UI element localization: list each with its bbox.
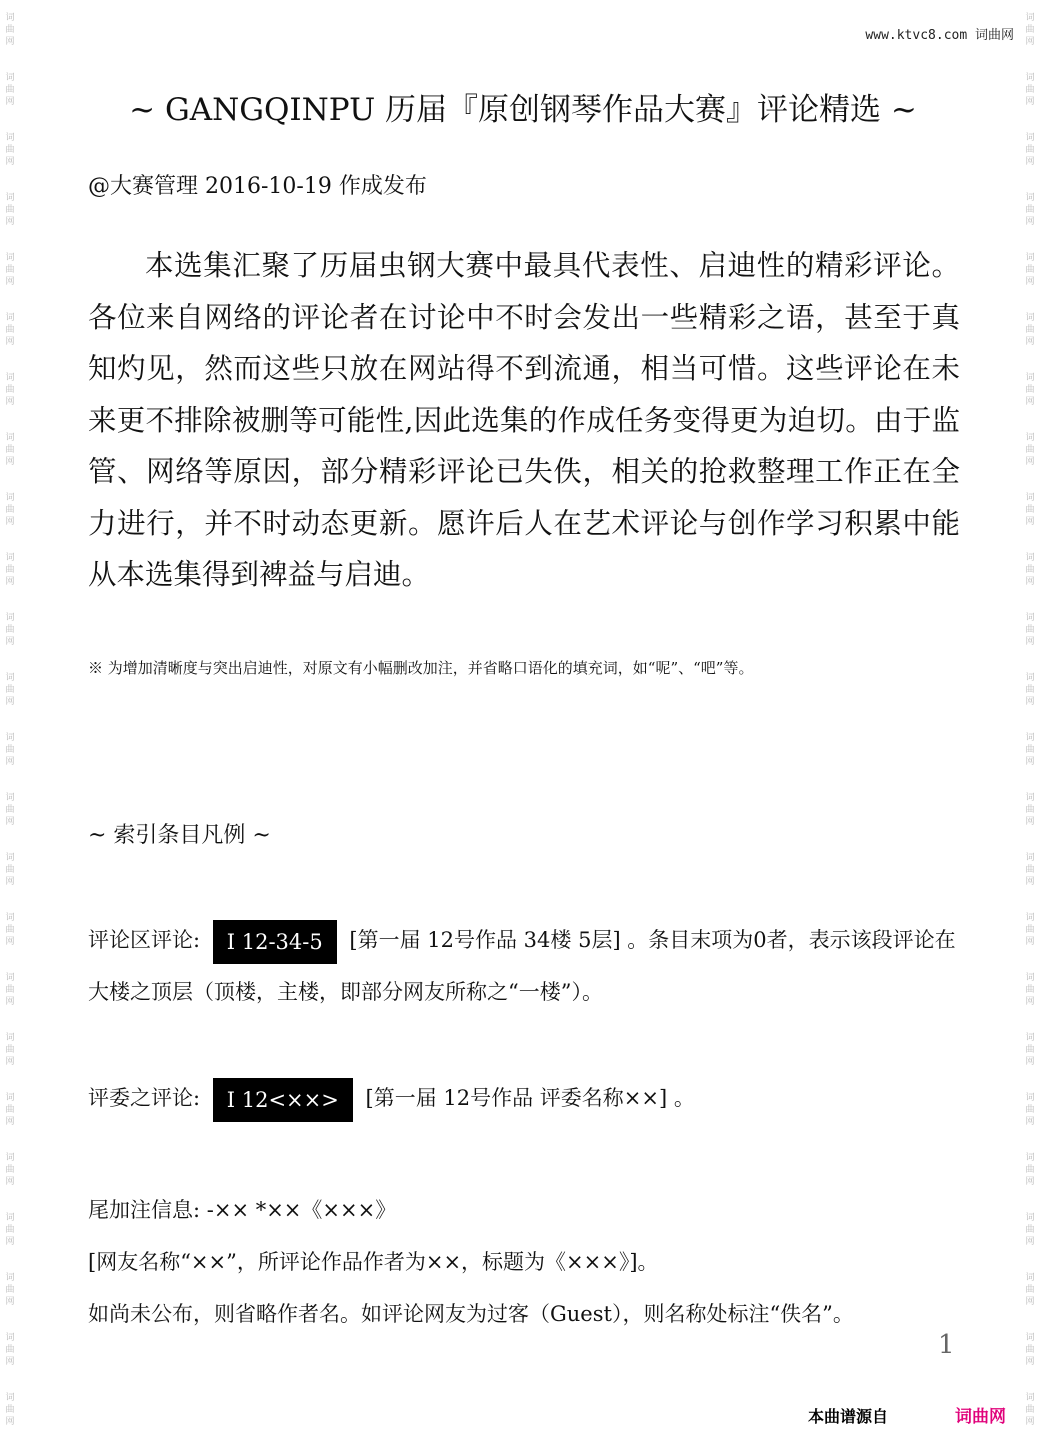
watermark-mark <box>1025 1200 1034 1260</box>
watermark-char: 曲 <box>1025 1345 1035 1355</box>
watermark-char: 网 <box>5 97 15 107</box>
example-description: [第一届 12号作品 34楼 5层] 。条目末项为0者，表示该段评论在大楼之顶层（顶楼，主楼，即部分网友所称之“一楼”）。 <box>88 928 956 1004</box>
watermark-char: 词 <box>5 433 15 443</box>
watermark-char: 网 <box>5 517 15 527</box>
watermark-mark <box>1025 60 1034 120</box>
watermark-mark <box>5 840 14 900</box>
watermark-mark <box>1025 480 1034 540</box>
watermark-char: 词 <box>1025 793 1035 803</box>
watermark-char: 词 <box>1025 613 1035 623</box>
page-number: 1 <box>938 1330 955 1360</box>
watermark-char: 曲 <box>5 745 15 755</box>
watermark-char: 词 <box>5 253 15 263</box>
watermark-char: 网 <box>5 997 15 1007</box>
watermark-char: 词 <box>1025 553 1035 563</box>
tail-info-format: 尾加注信息: -×× *××《×××》 <box>88 1198 397 1222</box>
watermark-char: 网 <box>1025 997 1035 1007</box>
watermark-char: 网 <box>1025 1357 1035 1367</box>
watermark-char: 词 <box>5 793 15 803</box>
watermark-char: 曲 <box>5 625 15 635</box>
watermark-mark <box>1025 780 1034 840</box>
watermark-mark <box>1025 960 1034 1020</box>
watermark-char: 网 <box>1025 757 1035 767</box>
watermark-mark <box>1025 540 1034 600</box>
watermark-column-right <box>1022 0 1038 1453</box>
watermark-mark <box>5 1320 14 1380</box>
watermark-mark <box>1025 900 1034 960</box>
watermark-mark <box>5 1080 14 1140</box>
watermark-mark <box>5 720 14 780</box>
watermark-char: 曲 <box>5 1225 15 1235</box>
watermark-char: 词 <box>5 673 15 683</box>
watermark-char: 网 <box>5 337 15 347</box>
watermark-char: 词 <box>5 1273 15 1283</box>
watermark-char: 曲 <box>1025 865 1035 875</box>
watermark-char: 网 <box>1025 1237 1035 1247</box>
watermark-char: 曲 <box>5 865 15 875</box>
watermark-char: 曲 <box>5 265 15 275</box>
watermark-mark <box>1025 120 1034 180</box>
watermark-char: 词 <box>1025 1093 1035 1103</box>
watermark-char: 网 <box>5 37 15 47</box>
watermark-char: 网 <box>5 1237 15 1247</box>
watermark-char: 曲 <box>1025 685 1035 695</box>
watermark-mark <box>1025 240 1034 300</box>
watermark-char: 曲 <box>1025 565 1035 575</box>
watermark-char: 网 <box>5 877 15 887</box>
watermark-mark <box>1025 0 1034 60</box>
watermark-char: 词 <box>5 1153 15 1163</box>
watermark-char: 词 <box>5 973 15 983</box>
watermark-mark <box>5 1140 14 1200</box>
watermark-char: 词 <box>1025 1273 1035 1283</box>
watermark-char: 网 <box>5 397 15 407</box>
watermark-char: 曲 <box>5 1285 15 1295</box>
watermark-mark <box>5 1200 14 1260</box>
watermark-char: 曲 <box>5 685 15 695</box>
watermark-char: 词 <box>1025 433 1035 443</box>
watermark-char: 网 <box>5 1177 15 1187</box>
watermark-char: 曲 <box>5 1165 15 1175</box>
watermark-mark <box>1025 1320 1034 1380</box>
watermark-mark <box>1025 840 1034 900</box>
watermark-char: 网 <box>5 1417 15 1427</box>
watermark-char: 网 <box>5 1297 15 1307</box>
editorial-note: ※ 为增加清晰度与突出启迪性，对原文有小幅删改加注，并省略口语化的填充词，如“呢”、“吧”等。 <box>88 659 754 677</box>
watermark-mark <box>5 240 14 300</box>
watermark-char: 网 <box>1025 1117 1035 1127</box>
watermark-char: 词 <box>1025 193 1035 203</box>
watermark-mark <box>5 660 14 720</box>
watermark-char: 网 <box>1025 817 1035 827</box>
watermark-char: 词 <box>1025 733 1035 743</box>
example-index-tag: Ⅰ 12-34-5 <box>213 920 337 964</box>
watermark-char: 曲 <box>1025 1165 1035 1175</box>
watermark-char: 网 <box>1025 1177 1035 1187</box>
watermark-char: 网 <box>1025 697 1035 707</box>
watermark-char: 曲 <box>1025 1405 1035 1415</box>
watermark-char: 曲 <box>5 145 15 155</box>
watermark-char: 词 <box>5 1333 15 1343</box>
watermark-char: 词 <box>5 733 15 743</box>
example-index-tag: Ⅰ 12<××> <box>213 1078 353 1122</box>
watermark-char: 曲 <box>1025 505 1035 515</box>
watermark-char: 网 <box>1025 37 1035 47</box>
example-label: 评委之评论: <box>88 1086 201 1110</box>
watermark-char: 曲 <box>1025 745 1035 755</box>
watermark-mark <box>5 420 14 480</box>
watermark-char: 曲 <box>1025 85 1035 95</box>
watermark-mark <box>5 780 14 840</box>
watermark-char: 曲 <box>1025 385 1035 395</box>
watermark-char: 词 <box>1025 1153 1035 1163</box>
watermark-char: 曲 <box>1025 925 1035 935</box>
watermark-char: 曲 <box>5 805 15 815</box>
watermark-mark <box>5 600 14 660</box>
example-label: 评论区评论: <box>88 928 201 952</box>
watermark-mark <box>5 480 14 540</box>
watermark-char: 词 <box>5 1393 15 1403</box>
watermark-char: 曲 <box>1025 205 1035 215</box>
watermark-char: 曲 <box>5 325 15 335</box>
watermark-char: 网 <box>1025 577 1035 587</box>
watermark-char: 曲 <box>1025 1105 1035 1115</box>
watermark-char: 词 <box>1025 853 1035 863</box>
watermark-char: 曲 <box>1025 1285 1035 1295</box>
footer-source-label: 本曲谱源自 <box>808 1407 889 1426</box>
watermark-char: 曲 <box>5 445 15 455</box>
watermark-char: 词 <box>5 1213 15 1223</box>
watermark-char: 词 <box>1025 1213 1035 1223</box>
watermark-mark <box>5 0 14 60</box>
tail-info-note: 如尚未公布，则省略作者名。如评论网友为过客（Guest），则名称处标注“佚名”。 <box>88 1302 854 1326</box>
tail-info-explanation: [网友名称“××”，所评论作品作者为××，标题为《×××》]。 <box>88 1250 659 1274</box>
watermark-char: 曲 <box>5 565 15 575</box>
watermark-char: 网 <box>1025 637 1035 647</box>
watermark-char: 网 <box>1025 877 1035 887</box>
watermark-mark <box>5 120 14 180</box>
watermark-char: 曲 <box>5 925 15 935</box>
watermark-char: 词 <box>5 133 15 143</box>
watermark-char: 网 <box>5 217 15 227</box>
watermark-mark <box>1025 300 1034 360</box>
watermark-char: 网 <box>5 817 15 827</box>
watermark-char: 网 <box>1025 1297 1035 1307</box>
watermark-char: 曲 <box>5 985 15 995</box>
watermark-char: 曲 <box>5 205 15 215</box>
watermark-char: 词 <box>5 313 15 323</box>
watermark-char: 词 <box>1025 73 1035 83</box>
watermark-char: 词 <box>1025 313 1035 323</box>
watermark-char: 网 <box>1025 1417 1035 1427</box>
watermark-char: 曲 <box>5 85 15 95</box>
watermark-mark <box>1025 600 1034 660</box>
watermark-mark <box>1025 720 1034 780</box>
footer-brand-logo: 词曲网 <box>955 1407 1006 1427</box>
watermark-char: 词 <box>1025 973 1035 983</box>
watermark-char: 网 <box>5 157 15 167</box>
watermark-mark <box>1025 360 1034 420</box>
watermark-char: 网 <box>1025 517 1035 527</box>
watermark-mark <box>5 60 14 120</box>
watermark-char: 曲 <box>5 1405 15 1415</box>
intro-paragraph: 本选集汇聚了历届虫钢大赛中最具代表性、启迪性的精彩评论。各位来自网络的评论者在讨论中不时会发出一些精彩之语，甚至于真知灼见，然而这些只放在网站得不到流通，相当可惜。这些评论在未来更不排除被删等可能性,因此选集的作成任务变得更为迫切。由于监管、网络等原因，部分精彩评论已失佚，相关的抢救整理工作正在全力进行，并不时动态更新。愿许后人在艺术评论与创作学习积累中能从本选集得到裨益与启迪。 <box>88 249 960 591</box>
watermark-char: 词 <box>5 553 15 563</box>
watermark-char: 网 <box>5 1357 15 1367</box>
watermark-mark <box>5 960 14 1020</box>
watermark-mark <box>5 1380 14 1440</box>
watermark-char: 网 <box>5 277 15 287</box>
watermark-char: 词 <box>1025 913 1035 923</box>
watermark-char: 词 <box>1025 373 1035 383</box>
watermark-char: 曲 <box>1025 625 1035 635</box>
watermark-char: 词 <box>5 493 15 503</box>
watermark-char: 曲 <box>1025 145 1035 155</box>
watermark-char: 词 <box>1025 13 1035 23</box>
watermark-mark <box>5 360 14 420</box>
watermark-mark <box>1025 1020 1034 1080</box>
watermark-char: 词 <box>1025 1333 1035 1343</box>
site-tag: www.ktvc8.com 词曲网 <box>865 28 1014 43</box>
section-heading: ~ 索引条目凡例 ~ <box>88 823 271 848</box>
watermark-char: 曲 <box>1025 1225 1035 1235</box>
watermark-mark <box>1025 1260 1034 1320</box>
watermark-char: 网 <box>5 577 15 587</box>
watermark-char: 曲 <box>5 1345 15 1355</box>
watermark-mark <box>1025 420 1034 480</box>
watermark-char: 词 <box>5 193 15 203</box>
watermark-mark <box>5 180 14 240</box>
watermark-char: 网 <box>5 637 15 647</box>
watermark-mark <box>1025 1080 1034 1140</box>
watermark-char: 曲 <box>5 25 15 35</box>
watermark-mark <box>1025 180 1034 240</box>
example-description: [第一届 12号作品 评委名称××] 。 <box>365 1086 695 1110</box>
watermark-char: 词 <box>5 13 15 23</box>
watermark-char: 曲 <box>1025 805 1035 815</box>
watermark-char: 曲 <box>5 1045 15 1055</box>
watermark-mark <box>1025 660 1034 720</box>
watermark-char: 网 <box>5 937 15 947</box>
watermark-char: 曲 <box>1025 1045 1035 1055</box>
page-title: ~ GANGQINPU 历届『原创钢琴作品大赛』评论精选 ~ <box>129 92 917 128</box>
watermark-char: 曲 <box>1025 325 1035 335</box>
watermark-char: 网 <box>1025 97 1035 107</box>
watermark-mark <box>5 900 14 960</box>
watermark-char: 网 <box>1025 937 1035 947</box>
watermark-char: 词 <box>5 613 15 623</box>
watermark-char: 网 <box>1025 157 1035 167</box>
watermark-char: 网 <box>5 697 15 707</box>
watermark-char: 词 <box>1025 253 1035 263</box>
watermark-mark <box>5 540 14 600</box>
example-comment-entry <box>88 914 960 1018</box>
watermark-column-left <box>2 0 18 1453</box>
watermark-char: 词 <box>1025 673 1035 683</box>
watermark-char: 曲 <box>5 385 15 395</box>
watermark-mark <box>5 300 14 360</box>
watermark-mark <box>1025 1380 1034 1440</box>
watermark-char: 曲 <box>1025 445 1035 455</box>
watermark-char: 网 <box>5 757 15 767</box>
watermark-char: 词 <box>5 73 15 83</box>
watermark-char: 词 <box>5 1033 15 1043</box>
watermark-char: 网 <box>1025 217 1035 227</box>
watermark-char: 网 <box>1025 277 1035 287</box>
watermark-char: 曲 <box>5 1105 15 1115</box>
watermark-char: 曲 <box>1025 25 1035 35</box>
watermark-char: 网 <box>1025 1057 1035 1067</box>
watermark-char: 词 <box>5 1093 15 1103</box>
watermark-char: 词 <box>1025 1033 1035 1043</box>
watermark-char: 网 <box>1025 457 1035 467</box>
watermark-mark <box>5 1260 14 1320</box>
watermark-char: 词 <box>1025 133 1035 143</box>
byline: @大赛管理 2016-10-19 作成发布 <box>88 174 427 199</box>
watermark-char: 词 <box>1025 493 1035 503</box>
watermark-char: 网 <box>5 1117 15 1127</box>
watermark-char: 曲 <box>1025 985 1035 995</box>
watermark-char: 曲 <box>5 505 15 515</box>
watermark-mark <box>5 1020 14 1080</box>
watermark-char: 网 <box>5 1057 15 1067</box>
watermark-char: 词 <box>5 373 15 383</box>
watermark-char: 曲 <box>1025 265 1035 275</box>
watermark-char: 网 <box>1025 397 1035 407</box>
watermark-char: 词 <box>5 853 15 863</box>
tail-info-block <box>88 1184 968 1340</box>
watermark-char: 词 <box>1025 1393 1035 1403</box>
watermark-char: 词 <box>5 913 15 923</box>
watermark-char: 网 <box>1025 337 1035 347</box>
watermark-char: 网 <box>5 457 15 467</box>
example-judge-entry <box>88 1072 960 1124</box>
watermark-mark <box>1025 1140 1034 1200</box>
